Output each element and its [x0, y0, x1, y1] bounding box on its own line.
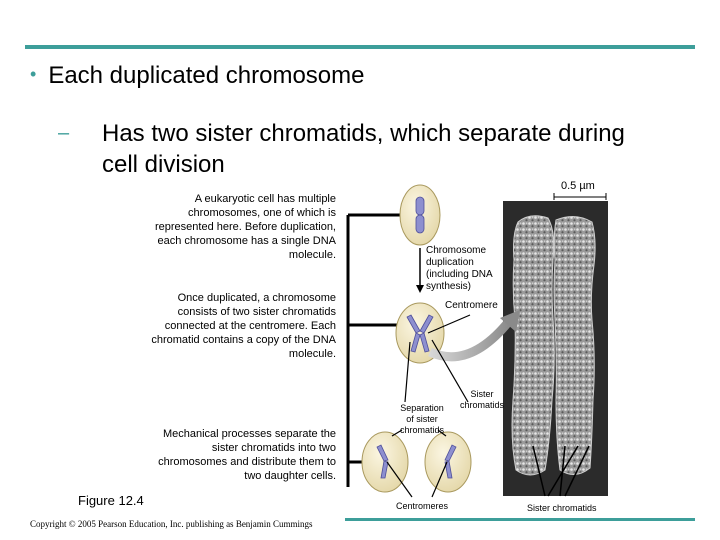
duplication-label: Chromosome duplication (including DNA synthesis): [426, 245, 493, 292]
bullet-2-text: Has two sister chromatids, which separate during cell division: [102, 120, 625, 178]
caption-duplicated: Once duplicated, a chromosome consists of two sister chromatids connected at the centromere. Each chromatid contains a copy of the DNA molecule.: [151, 292, 336, 360]
figure-number: Figure 12.4: [78, 493, 144, 508]
bullet-1-text: Each duplicated chromosome: [48, 62, 365, 89]
sister-chromatids-bottom-label: Sister chromatids: [527, 503, 597, 513]
bullet-dot-icon: •: [30, 64, 37, 84]
caption-separation: Mechanical processes separate the sister chromatids into two chromosomes and distribute them to two daughter cells.: [158, 428, 336, 482]
footer-rule: [345, 518, 695, 521]
daughter-cell-left: [362, 432, 408, 492]
centromeres-label: Centromeres: [396, 501, 449, 511]
copyright-notice: Copyright © 2005 Pearson Education, Inc. publishing as Benjamin Cummings: [30, 519, 313, 529]
sister-chromatids-label: Sister chromatids: [459, 389, 504, 410]
cell-before-duplication: [400, 185, 440, 245]
separation-label: Separation of sister chromatids: [399, 403, 444, 435]
scale-bar-label: 0.5 µm: [561, 180, 595, 192]
centromere-label: Centromere: [445, 300, 498, 311]
daughter-cell-right: [425, 432, 471, 492]
bullet-dash-icon: –: [58, 122, 70, 144]
caption-before-duplication: A eukaryotic cell has multiple chromosomes, one of which is represented here. Before duplication, each chromosome has a single DNA molecule.: [154, 193, 336, 261]
